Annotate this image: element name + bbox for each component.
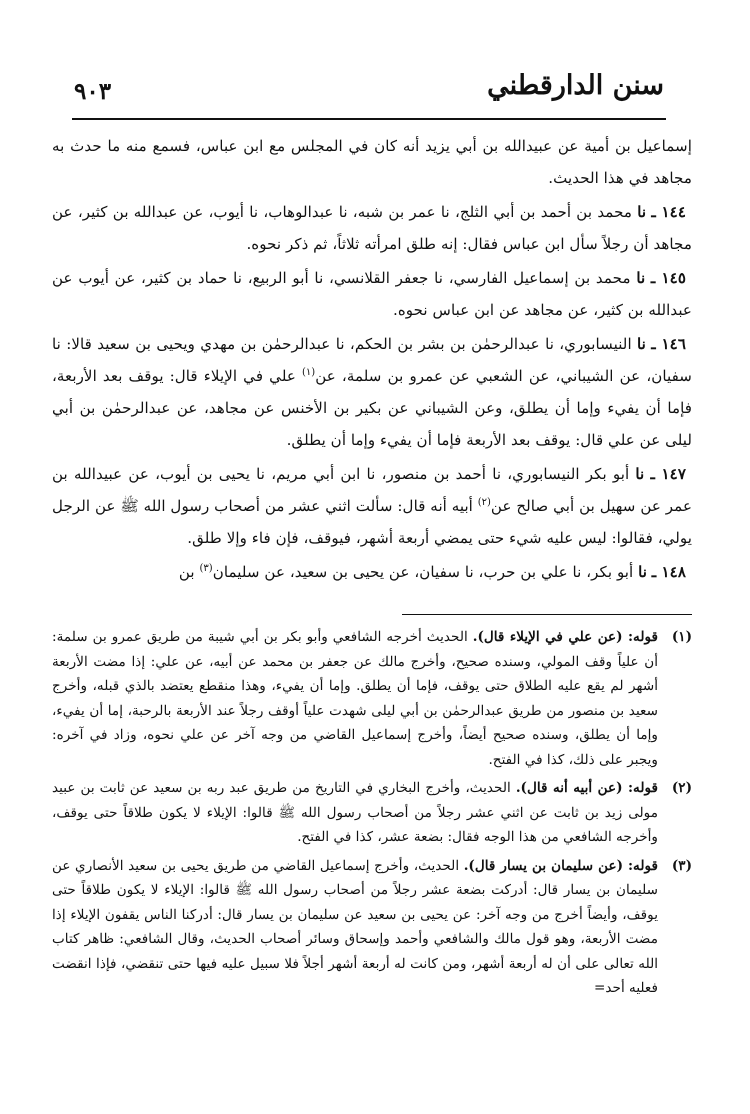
footnote-ref-2[interactable]: (٢)	[477, 496, 491, 508]
hadith-text: محمد بن أحمد بن أبي الثلج، نا عمر بن شبه، نا عبدالوهاب، نا أيوب، عن عبدالله بن كثير، عن مجاهد أن رجلاً سأل ابن عباس فقال: إنه طلق امرأته ثلاثاً، ثم ذكر نحوه.	[52, 203, 692, 253]
paragraph-continuation	[52, 130, 692, 194]
page-header	[52, 0, 692, 118]
footnote-1	[52, 625, 692, 772]
footnote-text: الحديث، وأخرج إسماعيل القاضي من طريق يحيى بن سعيد الأنصاري عن سليمان بن يسار قال: أدركت بضعة عشر رجلاً من أصحاب رسول الله ﷺ قالوا: الإيلاء لا يكون طلاقاً حتى يوقف، وأيضاً أخرج من وجه آخر: عن يحيى بن سعيد عن سليمان بن يسار قال: أدركنا الناس يقفون الإيلاء إذا مضت الأربعة، وهو قول مالك والشافعي وأحمد وإسحاق وسائر أصحاب الحديث، وقال الشافعي: ظاهر كتاب الله تعالى على أن له أربعة أشهر، ومن كانت له أربعة أشهر أجلاً فلا سبيل عليه فيها حتى تنقضي، فإذا انقضت فعليه أحد=	[52, 857, 658, 996]
footnote-text: الحديث أخرجه الشافعي وأبو بكر بن أبي شيبة من طريق عمرو بن سلمة: أن علياً وقف المولي، وسنده صحيح، وأخرج مالك عن جعفر بن محمد عن أبيه، عن علي: إذا مضت الأربعة أشهر لم يقع عليه الطلاق حتى يوقف، فإما أن يطلق. وإما أن يفيء، وهذا منقطع يعتضد بالذي قبله، وأخرج سعيد بن منصور من طريق عبدالرحمٰن بن أبي ليلى شهدت علياً أوقف رجلاً عند الأربعة بالرحبة، إما أن يفيء، وإما أن يطلق، وسنده صحيح أيضاً، وأخرج إسماعيل القاضي من وجه آخر عن علي نحوه، وزاد في آخره: ويجبر على ذلك، كذا في الفتح.	[52, 629, 658, 768]
hadith-text: أبو بكر، نا علي بن حرب، نا سفيان، عن يحيى بن سعيد، عن سليمان	[212, 563, 634, 581]
hadith-147	[52, 458, 692, 554]
hadith-number: ١٤٨ ـ	[651, 563, 686, 581]
hadith-text: أبو بكر النيسابوري، نا أحمد بن منصور، نا ابن أبي مريم، نا يحيى بن أيوب، عن عبيدالله بن عمر عن سهيل بن أبي صالح عن	[52, 465, 692, 515]
header-rule	[72, 118, 666, 120]
hadith-text-cont: بن	[178, 563, 200, 581]
footnote-3	[52, 854, 692, 1001]
hadith-na: نا	[637, 203, 647, 221]
hadith-na: نا	[635, 465, 645, 483]
hadith-text-cont: علي في الإيلاء قال: يوقف بعد الأربعة، فإما أن يفيء وإما أن يطلق، وعن الشيباني عن بكير بن الأخنس عن مجاهد، عن عبدالرحمٰن بن أبي ليلى عن علي قال: يوقف بعد الأربعة فإما أن يفيء وإما أن يطلق.	[52, 367, 692, 449]
hadith-148	[52, 556, 692, 588]
footnote-body	[52, 776, 658, 850]
footnote-ref-3[interactable]: (٣)	[199, 562, 213, 574]
footnote-2	[52, 776, 692, 850]
hadith-number: ١٤٦ ـ	[651, 335, 686, 353]
hadith-na: نا	[636, 269, 646, 287]
footnote-body	[52, 854, 658, 1001]
footnote-text: الحديث، وأخرج البخاري في التاريخ من طريق عبد ربه بن سعيد عن ثابت بن عبيد مولى زيد بن ثابت عن اثني عشر رجلاً من أصحاب رسول الله ﷺ قالوا: الإيلاء لا يكون طلاقاً حتى يوقف، وأخرجه الشافعي من هذا الوجه فقال: بضعة عشر، كذا في الفتح.	[52, 780, 658, 845]
hadith-number: ١٤٧ ـ	[650, 465, 686, 483]
footnote-divider	[402, 614, 692, 615]
footnotes	[52, 625, 692, 1001]
hadith-na: نا	[637, 335, 646, 353]
footnote-label: قوله: (عن سليمان بن يسار قال).	[463, 857, 658, 874]
hadith-144	[52, 196, 692, 260]
footnote-marker: (١)	[671, 629, 692, 645]
hadith-146	[52, 328, 692, 456]
book-title: سنن الدارقطني	[487, 70, 664, 101]
footnote-body	[52, 625, 658, 772]
main-text	[52, 130, 692, 588]
footnote-marker: (٢)	[671, 780, 692, 796]
footnote-marker: (٣)	[671, 857, 692, 874]
footnote-label: قوله: (عن أبيه أنه قال).	[515, 780, 658, 796]
footnote-label: قوله: (عن علي في الإيلاء قال).	[472, 629, 658, 645]
hadith-na: نا	[638, 563, 647, 581]
hadith-145	[52, 262, 692, 326]
hadith-text: محمد بن إسماعيل الفارسي، نا جعفر القلانسي، نا أبو الربيع، نا حماد بن كثير، عن أيوب عن عبدالله بن كثير، عن مجاهد عن ابن عباس نحوه.	[52, 269, 692, 319]
paragraph-text: إسماعيل بن أمية عن عبيدالله بن أبي يزيد أنه كان في المجلس مع ابن عباس، فسمع منه ما حدث به مجاهد في هذا الحديث.	[52, 137, 692, 187]
hadith-text: النيسابوري، نا عبدالرحمٰن بن بشر بن الحكم، نا عبدالرحمٰن بن مهدي ويحيى بن سعيد قالا: نا سفيان، عن الشيباني، عن الشعبي عن عمرو بن سلمة، عن	[52, 335, 692, 385]
hadith-text-cont: أبيه أنه قال: سألت اثني عشر من أصحاب رسول الله ﷺ عن الرجل يولي، فقالوا: ليس عليه شيء حتى يمضي أربعة أشهر، فيوقف، فإن فاء وإلا طلق.	[52, 497, 692, 547]
footnote-ref-1[interactable]: (١)	[302, 366, 316, 378]
hadith-number: ١٤٤ ـ	[651, 203, 686, 221]
hadith-number: ١٤٥ ـ	[650, 269, 686, 287]
page-number: ٩٠٣	[74, 78, 112, 105]
